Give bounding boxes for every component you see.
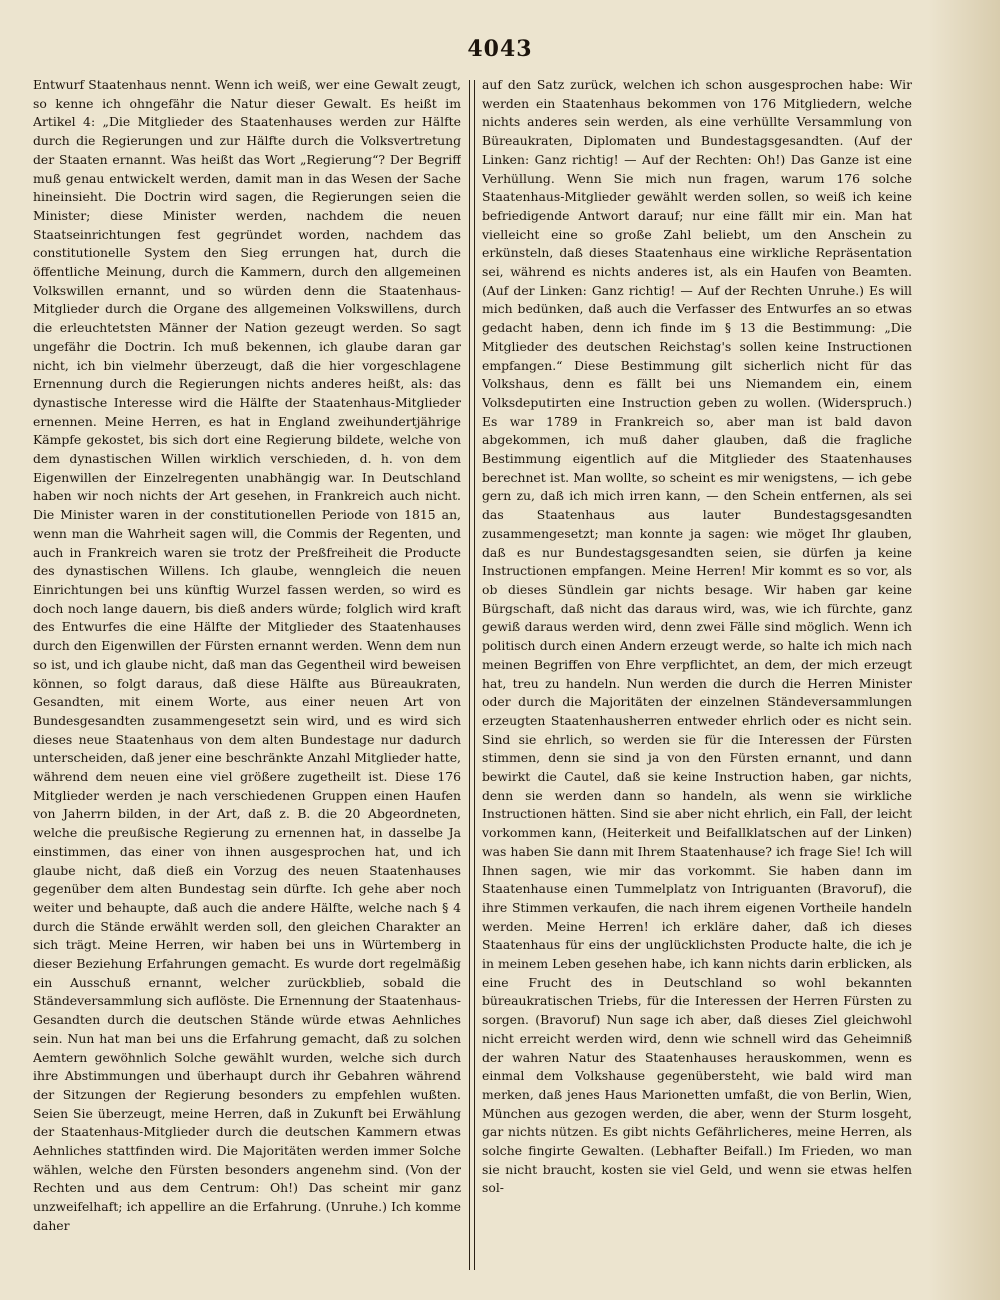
page-edge-shadow <box>928 0 1000 1300</box>
text-column-right: auf den Satz zurück, welchen ich schon ausgesprochen habe: Wir werden ein Staatenhaus bekommen von 176 Mitgliedern, welche nichts anderes sein werden, als eine verhüllte Versammlung von Büreaukraten, Diplomaten und Bundestagsgesandten. (Auf der Linken: Ganz richtig! — Auf der Rechten: Oh!) Das Ganze ist eine Verhüllung. Wenn Sie mich nun fragen, warum 176 solche Staatenhaus-Mitglieder gewählt werden sollen, so weiß ich keine befriedigende Antwort darauf; nur eine fällt mir ein. Man hat vielleicht eine so große Zahl beliebt, um den Anschein zu erkünsteln, daß dieses Staatenhaus eine wirkliche Repräsentation sei, während es nichts anderes ist, als ein Haufen von Beamten. (Auf der Linken: Ganz richtig! — Auf der Rechten Unruhe.) Es will mich bedünken, daß auch die Verfasser des Entwurfes an so etwas gedacht haben, denn ich finde im § 13 die Bestimmung: „Die Mitglieder des deutschen Reichstag's sollen keine Instructionen empfangen.“ Diese Bestimmung gilt sicherlich nicht für das Volkshaus, denn es fällt bei uns Niemandem ein, einem Volksdeputirten eine Instruction geben zu wollen. (Widerspruch.) Es war 1789 in Frankreich so, aber man ist bald davon abgekommen, ich muß daher glauben, daß die fragliche Bestimmung eigentlich auf die Mitglieder des Staatenhauses berechnet ist. Man wollte, so scheint es mir wenigstens, — ich gebe gern zu, daß ich mich irren kann, — den Schein entfernen, als sei das Staatenhaus aus lauter Bundestagsgesandten zusammengesetzt; man konnte ja sagen: wie möget Ihr glauben, daß es nur Bundestagsgesandten seien, sie dürfen ja keine Instructionen empfangen. Meine Herren! Mir kommt es so vor, als ob dieses Sündlein gar nichts besage. Wir haben gar keine Bürgschaft, daß nicht das daraus wird, was, wie ich fürchte, ganz gewiß daraus werden wird, denn zwei Fälle sind möglich. Wenn ich politisch durch einen Andern erzeugt werde, so halte ich mich nach meinen Begriffen von Ehre verpflichtet, an dem, der mich erzeugt hat, treu zu handeln. Nun werden die durch die Herren Minister oder durch die Majoritäten der einzelnen Ständeversammlungen erzeugten Staatenhausherren entweder ehrlich oder es nicht sein. Sind sie ehrlich, so werden sie für die Interessen der Fürsten stimmen, denn sie sind ja von den Fürsten ernannt, und dann bewirkt die Cautel, daß sie keine Instruction haben, gar nichts, denn sie werden dann so handeln, als wenn sie wirkliche Instructionen hätten. Sind sie aber nicht ehrlich, ein Fall, der leicht vorkommen kann, (Heiterkeit und Beifallklatschen auf der Linken) was haben Sie dann mit Ihrem Staatenhause? ich frage Sie! Ich will Ihnen sagen, wie mir das vorkommt. Sie haben dann im Staatenhause einen Tummelplatz von Intriguanten (Bravoruf), die ihre Stimmen verkaufen, die nach ihrem eigenen Vortheile handeln werden. Meine Herren! ich erkläre daher, daß ich dieses Staatenhaus für eins der unglücklichsten Producte halte, die ich je in meinem Leben gesehen habe, ich kann nichts darin erblicken, als eine Frucht des in Deutschland so wohl bekannten büreaukratischen Triebs, für die Interessen der Herren Fürsten zu sorgen. (Bravoruf) Nun sage ich aber, daß dieses Ziel gleichwohl nicht erreicht werden wird, denn wie schnell wird das Geheimniß der wahren Natur des Staatenhauses herauskommen, wenn es einmal dem Volkshause gegenübersteht, wie bald wird man merken, daß jenes Haus Marionetten umfaßt, die von Berlin, Wien, München aus gezogen werden, die aber, wenn der Sturm losgeht, gar nichts nützen. Es gibt nichts Gefährlicheres, meine Herren, als solche fingirte Gewalten. (Lebhafter Beifall.) Im Frieden, wo man sie nicht braucht, kosten sie viel Geld, und wenn sie etwas helfen sol- <box>482 77 912 1196</box>
column-divider <box>469 80 475 1270</box>
text-column-left: Entwurf Staatenhaus nennt. Wenn ich weiß, wer eine Gewalt zeugt, so kenne ich ohngefähr die Natur dieser Gewalt. Es heißt im Artikel 4: „Die Mitglieder des Staatenhauses werden zur Hälfte durch die Regierungen und zur Hälfte durch die Volksvertretung der Staaten ernannt. Was heißt das Wort „Regierung“? Der Begriff muß genau entwickelt werden, damit man in das Wesen der Sache hineinsieht. Die Doctrin wird sagen, die Regierungen seien die Minister; diese Minister werden, nachdem die neuen Staatseinrichtungen fest gegründet worden, nachdem das constitutionelle System den Sieg errungen hat, durch die öffentliche Meinung, durch die Kammern, durch den allgemeinen Volkswillen ernannt, und so würden denn die Staatenhaus-Mitglieder durch die Organe des allgemeinen Volkswillens, durch die erleuchtetsten Männer der Nation gezeugt werden. So sagt ungefähr die Doctrin. Ich muß bekennen, ich glaube daran gar nicht, ich bin vielmehr überzeugt, daß die hier vorgeschlagene Ernennung durch die Regierungen nichts anderes heißt, als: das dynastische Interesse wird die Hälfte der Staatenhaus-Mitglieder ernennen. Meine Herren, es hat in England zweihundertjährige Kämpfe gekostet, bis sich dort eine Regierung bildete, welche von dem dynastischen Willen wirklich verschieden, d. h. von dem Eigenwillen der Einzelregenten unabhängig war. In Deutschland haben wir noch nichts der Art gesehen, in Frankreich auch nicht. Die Minister waren in der constitutionellen Periode von 1815 an, wenn man die Wahrheit sagen will, die Commis der Regenten, und auch in Frankreich waren sie trotz der Preßfreiheit die Producte des dynastischen Willens. Ich glaube, wenngleich die neuen Einrichtungen bei uns künftig Wurzel fassen werden, so wird es doch noch lange dauern, bis dieß anders würde; folglich wird kraft des Entwurfes die eine Hälfte der Mitglieder des Staatenhauses durch den Eigenwillen der Fürsten ernannt werden. Wenn dem nun so ist, und ich glaube nicht, daß man das Gegentheil wird beweisen können, so folgt daraus, daß diese Hälfte aus Büreaukraten, Gesandten, mit einem Worte, aus einer neuen Art von Bundesgesandten zusammengesetzt sein wird, und es wird sich dieses neue Staatenhaus von dem alten Bundestage nur dadurch unterscheiden, daß jener eine beschränkte Anzahl Mitglieder hatte, während dem neuen eine viel größere zugetheilt ist. Diese 176 Mitglieder werden je nach verschiedenen Gruppen einen Haufen von Jaherrn bilden, in der Art, daß z. B. die 20 Abgeordneten, welche die preußische Regierung zu ernennen hat, in dasselbe Ja einstimmen, das einer von ihnen ausgesprochen hat, und ich glaube nicht, daß dieß ein Vorzug des neuen Staatenhauses gegenüber dem alten Bundestag sein dürfte. Ich gehe aber noch weiter und behaupte, daß auch die andere Hälfte, welche nach § 4 durch die Stände erwählt werden soll, den gleichen Charakter an sich trägt. Meine Herren, wir haben bei uns in Würtemberg in dieser Beziehung Erfahrungen gemacht. Es wurde dort regelmäßig ein Ausschuß ernannt, welcher zurückblieb, sobald die Ständeversammlung sich auflöste. Die Ernennung der Staatenhaus-Gesandten durch die deutschen Stände würde etwas Aehnliches sein. Nun hat man bei uns die Erfahrung gemacht, daß zu solchen Aemtern gewöhnlich Solche gewählt wurden, welche sich durch ihre Abstimmungen und überhaupt durch ihr Gebahren während der Sitzungen der Regierung besonders zu empfehlen wußten. Seien Sie überzeugt, meine Herren, daß in Zukunft bei Erwählung der Staatenhaus-Mitglieder durch die deutschen Kammern etwas Aehnliches stattfinden wird. Die Majoritäten werden immer Solche wählen, welche den Fürsten besonders angenehm sind. (Von der Rechten und aus dem Centrum: Oh!) Das scheint mir ganz unzweifelhaft; ich appellire an die Erfahrung. (Unruhe.) Ich komme daher <box>33 77 461 1233</box>
page-number: 4043 <box>467 36 533 62</box>
